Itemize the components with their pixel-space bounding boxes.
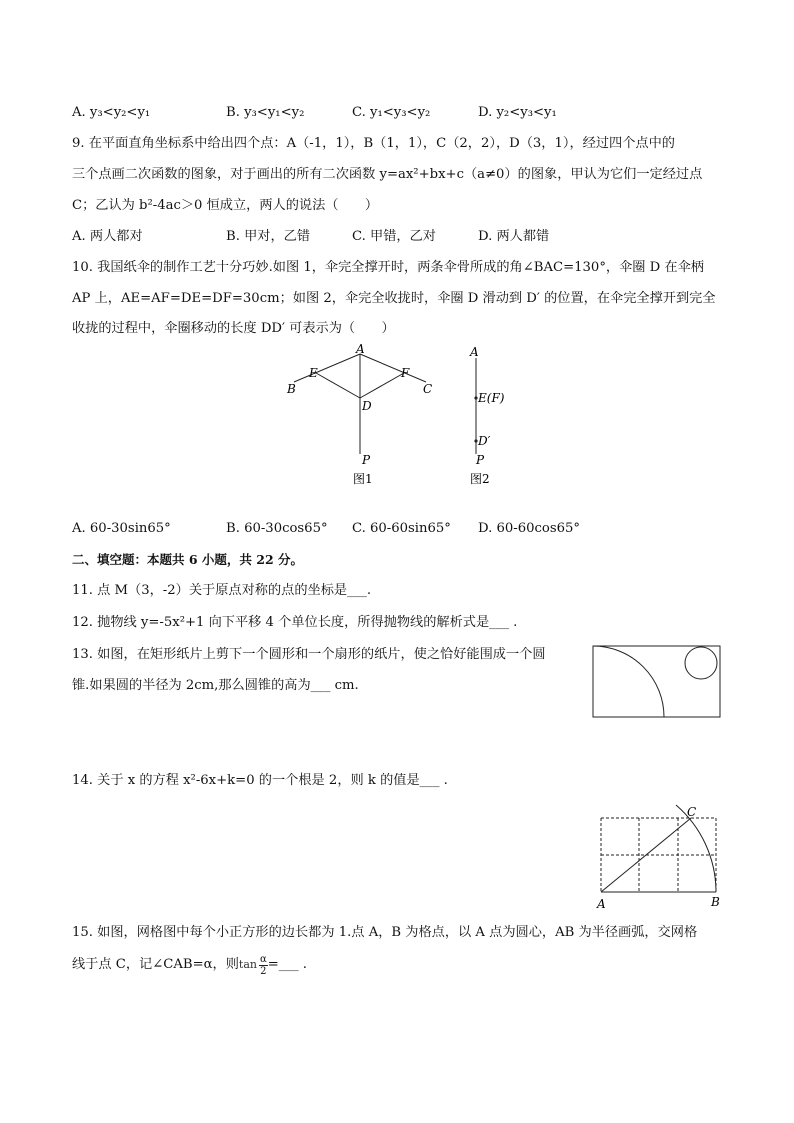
q15-fraction-denominator: 2 <box>260 965 267 977</box>
q15-label-c: C <box>687 805 697 819</box>
fig1-label-d: D <box>362 399 372 413</box>
q10-line-3: 收拢的过程中，伞圈移动的长度 DD′ 可表示为（ ） <box>72 321 395 336</box>
q10-line-2: AP 上，AE=AF=DE=DF=30cm；如图 2，伞完全收拢时，伞圈 D 滑动到 D′ 的位置，在伞完全撑开到完全 <box>72 291 716 306</box>
fig1-label-e: E <box>309 366 318 380</box>
q15-line-2-prefix: 线于点 C，记∠CAB=α，则 <box>72 957 239 972</box>
fig2-label-ef: E(F) <box>478 391 505 405</box>
q9-option-a: A. 两人都对 <box>72 229 143 244</box>
q9-line-1: 9. 在平面直角坐标系中给出四个点：A（-1，1），B（1，1），C（2，2），D（3，1），经过四个点中的 <box>72 136 675 151</box>
q12-text: 12. 抛物线 y=-5x²+1 向下平移 4 个单位长度，所得抛物线的解析式是___ . <box>72 615 518 630</box>
q10-option-d: D. 60-60cos65° <box>478 521 580 536</box>
fig1-label-p: P <box>362 453 371 467</box>
q15-line-2 <box>72 950 307 980</box>
grid-arc-figure <box>590 800 730 912</box>
fig1-label-f: F <box>401 366 410 380</box>
umbrella-closed-figure <box>460 342 530 490</box>
q10-option-a: A. 60-30sin65° <box>72 521 171 536</box>
rectangle-cutout-figure <box>590 643 724 720</box>
q9-line-2: 三个点画二次函数的图象，对于画出的所有二次函数 y=ax²+bx+c（a≠0）的图象，甲认为它们一定经过点 <box>72 167 703 182</box>
q15-fraction-numerator: α <box>259 953 267 965</box>
q8-option-a: A. y₃<y₂<y₁ <box>72 105 151 120</box>
q15-fraction <box>259 954 268 977</box>
fig2-label-p: P <box>476 453 485 467</box>
q14-text: 14. 关于 x 的方程 x²-6x+k=0 的一个根是 2，则 k 的值是___ . <box>72 773 448 788</box>
q10-option-b: B. 60-30cos65° <box>226 521 328 536</box>
q15-label-b: B <box>711 895 720 909</box>
umbrella-open-figure <box>280 342 440 490</box>
q8-option-d: D. y₂<y₃<y₁ <box>478 105 557 120</box>
q9-line-3: C；乙认为 b²-4ac＞0 恒成立，两人的说法（ ） <box>72 198 379 213</box>
q10-line-1: 10. 我国纸伞的制作工艺十分巧妙.如图 1，伞完全撑开时，两条伞骨所成的角∠BAC=130°，伞圈 D 在伞柄 <box>72 260 704 275</box>
fig1-caption: 图1 <box>353 472 373 486</box>
fig1-label-c: C <box>423 382 433 396</box>
q10-option-c: C. 60-60sin65° <box>352 521 451 536</box>
q9-option-d: D. 两人都错 <box>478 229 550 244</box>
q15-label-a: A <box>597 897 606 911</box>
q15-line-1: 15. 如图，网格图中每个小正方形的边长都为 1.点 A，B 为格点，以 A 点为圆心，AB 为半径画弧，交网格 <box>72 925 698 940</box>
q11-text: 11. 点 M（3，-2）关于原点对称的点的坐标是___. <box>72 583 372 598</box>
q8-option-b: B. y₃<y₁<y₂ <box>226 105 305 120</box>
q8-option-c: C. y₁<y₃<y₂ <box>352 105 431 120</box>
q13-line-2: 锥.如果圆的半径为 2cm,那么圆锥的高为___ cm. <box>72 678 359 693</box>
q9-option-b: B. 甲对，乙错 <box>226 229 311 244</box>
section-heading: 二、填空题：本题共 6 小题，共 22 分。 <box>72 552 304 567</box>
q15-line-2-suffix: =___ . <box>267 957 307 972</box>
q15-tan: tan <box>238 958 257 971</box>
q13-line-1: 13. 如图，在矩形纸片上剪下一个圆形和一个扇形的纸片，使之恰好能围成一个圆 <box>72 647 546 662</box>
q9-option-c: C. 甲错，乙对 <box>352 229 436 244</box>
fig2-label-a: A <box>470 345 479 359</box>
fig2-label-d-prime: D′ <box>478 434 491 448</box>
fig1-label-b: B <box>287 382 296 396</box>
fig2-caption: 图2 <box>470 472 490 486</box>
fig1-label-a: A <box>356 342 365 356</box>
